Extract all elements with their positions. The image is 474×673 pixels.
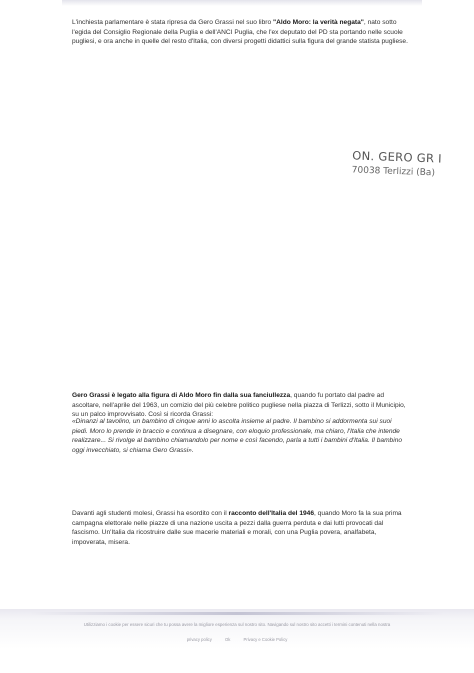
cookie-links [0, 637, 474, 642]
legato-bold: Gero Grassi è legato alla figura di Aldo Moro fin dalla sua fanciullezza [72, 392, 291, 399]
top-band [62, 0, 422, 6]
legato-rest: , quando fu portato dal padre ad ascoltare, nell'aprile del 1963, un comizio del più celebre politico pugliese nella piazza di Terlizzi, sotto il Municipio, su un palco improvvisato. Così si ricorda Grassi: [72, 392, 406, 419]
stamp-line-2: 70038 Terlizzi (Ba) [351, 165, 436, 179]
studenti-text-1: Davanti agli studenti molesi, Grassi ha esordito con il [72, 510, 229, 517]
stamp-line-1: ON. GERO GR I [352, 148, 443, 166]
privacy-policy-link[interactable]: privacy policy [186, 637, 212, 642]
studenti-text-2: , quando Moro fa la sua prima campagna elettorale nelle piazze di una nazione uscita a pezzi dalla guerra perduta e dai lutti provocati dal fascismo. Un'Italia da ricostruire dalle sue macerie materiali e morali, con una Puglia povera, analfabeta, impoverata, misera. [72, 510, 402, 546]
intro-paragraph [72, 18, 408, 47]
ok-button[interactable]: Ok [225, 637, 231, 642]
privacy-cookie-policy-link[interactable]: Privacy e Cookie Policy [243, 637, 288, 642]
studenti-paragraph [72, 509, 408, 547]
book-title: "Aldo Moro: la verità negata" [273, 19, 364, 26]
legato-paragraph [72, 391, 408, 420]
banner-edge [30, 612, 444, 615]
cookie-notice-text: Utilizziamo i cookie per essere sicuri che tu possa avere la migliore esperienza sul nostro sito. Navigando sul nostro sito accetti i termini contenuti nella nostra [83, 622, 391, 627]
studenti-bold: racconto dell'Italia del 1946 [228, 510, 314, 517]
quote-paragraph: «Dinanzi al tavolino, un bambino di cinque anni lo ascolta insieme al padre. Il bambino si addormenta sui suoi piedi. Moro lo prende in braccio e continua a disegnare, con eloquio professionale, ma chiaro, l'Italia che intende realizzare... Si rivolge al bambino chiamandolo per nome e così facendo, parla a tutti i bambini d'Italia. Il bambino oggi invecchiato, si chiama Gero Grassi». [72, 418, 403, 454]
intro-text-1: L'inchiesta parlamentare è stata ripresa da Gero Grassi nel suo libro [72, 19, 274, 26]
intro-text-2: , nato sotto l'egida del Consiglio Regionale della Puglia e dell'ANCI Puglia, che l'ex deputato del PD sta portando nelle scuole pugliesi, e ora anche in quelle del resto d'Italia, con diversi progetti didattici sulla figura del grande statista pugliese. [72, 19, 408, 46]
rubber-stamp [352, 148, 443, 178]
